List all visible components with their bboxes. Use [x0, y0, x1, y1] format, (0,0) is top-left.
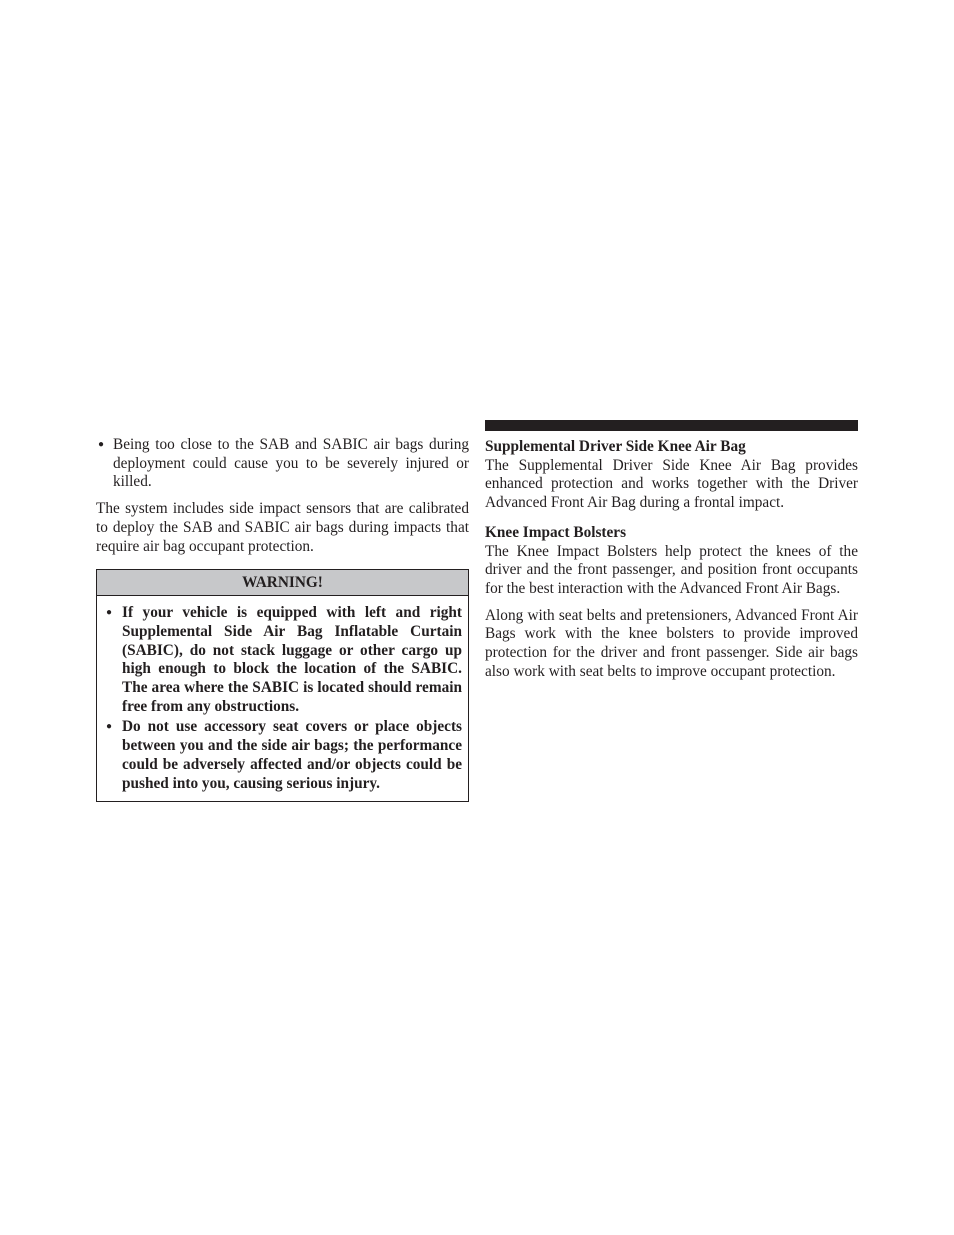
- bullet-icon: ●: [98, 439, 105, 450]
- section-body: The Supplemental Driver Side Knee Air Bag provides enhanced protection and works together with the Driver Advanced Front Air Bag during a frontal impact.: [485, 456, 858, 512]
- bullet-icon: ●: [106, 721, 113, 733]
- right-column: [485, 436, 858, 681]
- section-body: The Knee Impact Bolsters help protect the knees of the driver and the front passenger, and position front occupants for the best interaction with the Advanced Front Air Bags.: [485, 542, 858, 597]
- section-heading: Supplemental Driver Side Knee Air Bag: [485, 438, 746, 455]
- warning-body: [97, 596, 468, 801]
- section-divider-bar: [485, 420, 858, 431]
- warning-item: [105, 604, 462, 716]
- bullet-text: Being too close to the SAB and SABIC air bags during deployment could cause you to be severely injured or killed.: [113, 436, 469, 491]
- warning-item: [105, 718, 462, 793]
- body-paragraph: The system includes side impact sensors that are calibrated to deploy the SAB and SABIC air bags during impacts that require air bag occupant protection.: [96, 500, 469, 555]
- warning-text: Do not use accessory seat covers or place objects between you and the side air bags; the performance could be adversely affected and/or objects could be pushed into you, causing serious injury.: [122, 718, 462, 792]
- bullet-list: [96, 436, 469, 492]
- warning-box: [96, 569, 469, 802]
- body-paragraph: Along with seat belts and pretensioners, Advanced Front Air Bags work with the knee bolsters to provide improved protection for the driver and front passenger. Side air bags also work with seat belts to improve occupant protection.: [485, 606, 858, 680]
- warning-text: If your vehicle is equipped with left and right Supplemental Side Air Bag Inflatable Curtain (SABIC), do not stack luggage or other cargo up high enough to block the location of the SABIC. The area where the SABIC is located should remain free from any obstructions.: [122, 604, 462, 715]
- section-heading: Knee Impact Bolsters: [485, 523, 627, 541]
- warning-title: WARNING!: [97, 570, 468, 596]
- bullet-icon: ●: [106, 607, 113, 619]
- list-item: [96, 436, 469, 492]
- left-column: [96, 436, 469, 802]
